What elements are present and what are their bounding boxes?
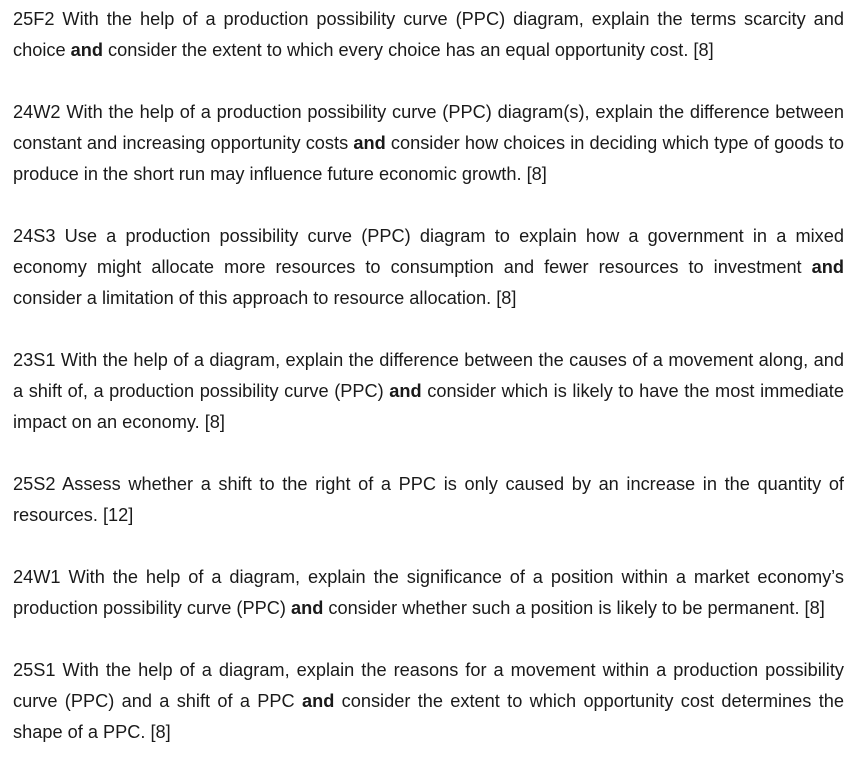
question-connector: and: [70, 40, 103, 60]
question-24w2: [13, 97, 844, 190]
question-code: 24W2: [13, 102, 61, 122]
question-list: [13, 4, 844, 779]
question-text-continued: consider the extent to which every choice has an equal opportunity cost. [8]: [108, 40, 714, 60]
question-code: 24W1: [13, 567, 61, 587]
question-25s2: [13, 469, 844, 531]
question-code: 25S2: [13, 474, 56, 494]
question-text-continued: consider how choices in deciding which type of goods to produce in the short run may influence future economic growth. [8]: [13, 133, 844, 184]
question-text-continued: consider the extent to which opportunity cost determines the shape of a PPC. [8]: [13, 691, 844, 742]
question-25f2: [13, 4, 844, 66]
question-code: 25S1: [13, 660, 56, 680]
question-text: Use a production possibility curve (PPC) diagram to explain how a government in a mixed economy might allocate more resources to consumption and fewer resources to investment: [13, 226, 844, 277]
question-text-continued: consider a limitation of this approach to resource allocation. [8]: [13, 288, 517, 308]
question-text: With the help of a diagram, explain the reasons for a movement within a production possibility curve (PPC) and a shift of a PPC: [13, 660, 844, 711]
question-code: 24S3: [13, 226, 56, 246]
question-23s1: [13, 345, 844, 438]
question-connector: and: [389, 381, 422, 401]
question-connector: and: [290, 598, 324, 618]
question-25s1: [13, 655, 844, 748]
question-text: Assess whether a shift to the right of a PPC is only caused by an increase in the quantity of resources. [12]: [13, 474, 844, 525]
question-code: 23S1: [13, 350, 56, 370]
question-text-continued: consider which is likely to have the most immediate impact on an economy. [8]: [13, 381, 844, 432]
question-text: With the help of a diagram, explain the significance of a position within a market economy’s production possibility curve (PPC): [13, 567, 844, 618]
question-text: With the help of a diagram, explain the difference between the causes of a movement along, and a shift of, a production possibility curve (PPC): [13, 350, 844, 401]
question-code: 25F2: [13, 9, 55, 29]
question-24w1: [13, 562, 844, 624]
question-connector: and: [301, 691, 335, 711]
question-24s3: [13, 221, 844, 314]
question-text: With the help of a production possibility curve (PPC) diagram, explain the terms scarcity and choice: [13, 9, 844, 60]
question-connector: and: [353, 133, 386, 153]
question-connector: and: [811, 257, 844, 277]
question-text: With the help of a production possibility curve (PPC) diagram(s), explain the difference between constant and increasing opportunity costs: [13, 102, 845, 153]
question-text-continued: consider whether such a position is likely to be permanent. [8]: [328, 598, 825, 618]
